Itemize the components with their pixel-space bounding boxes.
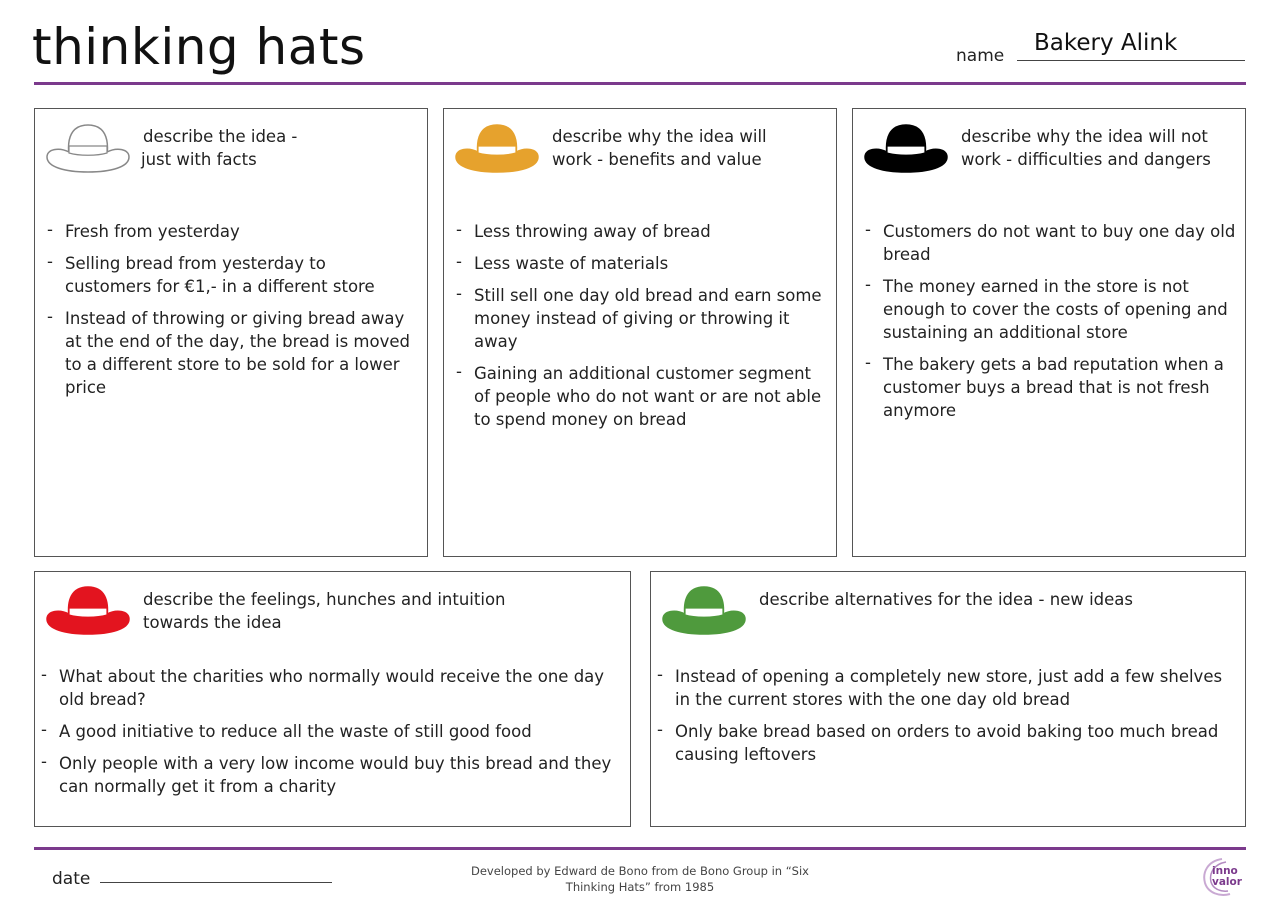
name-value[interactable]: Bakery Alink [1034,30,1178,56]
list-item: - Only bake bread based on orders to avoid baking too much bread causing leftovers [655,720,1241,766]
list-item: - Instead of opening a completely new store, just add a few shelves in the current stores with the one day old bread [655,665,1241,711]
hat-prompt: describe the idea - just with facts [141,127,298,169]
hat-prompt: describe why the idea will work - benefits and value [552,127,767,169]
hat-card-green [650,571,1246,827]
list-item: - Only people with a very low income would buy this bread and they can normally get it from a charity [39,752,627,798]
date-label: date [52,869,91,889]
name-underline [1017,60,1245,61]
hat-card-white [34,108,428,557]
red-hat-icon [45,581,131,637]
bullet-list [655,665,1241,775]
list-item: - Less throwing away of bread [454,220,829,243]
list-item: - The money earned in the store is not enough to cover the costs of opening and sustaining an additional store [863,275,1239,344]
hat-prompt: describe why the idea will not work - difficulties and dangers [961,127,1211,169]
footer-divider [34,847,1246,850]
bullet-list [45,220,415,408]
list-item: - Still sell one day old bread and earn some money instead of giving or throwing it away [454,284,829,353]
black-hat-icon [863,119,949,175]
yellow-hat-icon [454,119,540,175]
hat-card-yellow [443,108,837,557]
hat-card-black [852,108,1246,557]
bullet-list [39,665,627,807]
page-title: thinking hats [32,18,366,76]
hat-card-red [34,571,631,827]
list-item: - Less waste of materials [454,252,829,275]
list-item: - Instead of throwing or giving bread away at the end of the day, the bread is moved to a different store to be sold for a lower price [45,307,415,399]
list-item: - Fresh from yesterday [45,220,415,243]
date-field[interactable] [100,882,332,883]
footer-credit: Developed by Edward de Bono from de Bono Group in “Six Thinking Hats” from 1985 [471,864,809,894]
innovalor-logo: inno valor [1200,856,1250,898]
white-hat-icon [45,119,131,175]
hat-prompt: describe the feelings, hunches and intuition towards the idea [143,590,506,632]
bullet-list [863,220,1239,431]
header-divider [34,82,1246,85]
list-item: - Customers do not want to buy one day old bread [863,220,1239,266]
list-item: - The bakery gets a bad reputation when a customer buys a bread that is not fresh anymore [863,353,1239,422]
name-label: name [956,46,1005,66]
bullet-list [454,220,829,440]
hat-prompt: describe alternatives for the idea - new ideas [759,590,1134,609]
list-item: - Gaining an additional customer segment of people who do not want or are not able to spend money on bread [454,362,829,431]
list-item: - What about the charities who normally would receive the one day old bread? [39,665,627,711]
list-item: - A good initiative to reduce all the waste of still good food [39,720,627,743]
green-hat-icon [661,581,747,637]
list-item: - Selling bread from yesterday to customers for €1,- in a different store [45,252,415,298]
